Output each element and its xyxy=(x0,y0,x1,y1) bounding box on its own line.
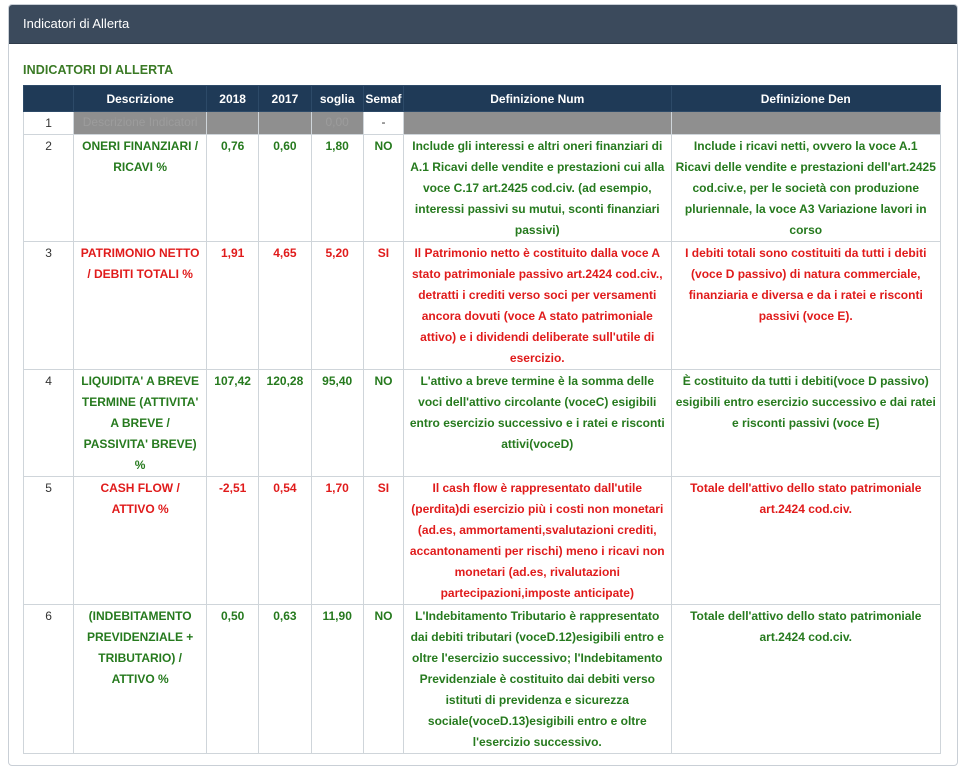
row-descrizione: PATRIMONIO NETTO / DEBITI TOTALI % xyxy=(74,242,207,370)
row-value-2017: 0,60 xyxy=(259,135,311,242)
table-row[interactable] xyxy=(24,370,941,477)
indicators-panel xyxy=(8,4,958,766)
table-row[interactable] xyxy=(24,605,941,754)
row-number: 2 xyxy=(24,135,74,242)
row-value-2018: 0,50 xyxy=(206,605,258,754)
col-header-index xyxy=(24,86,74,112)
row-number: 6 xyxy=(24,605,74,754)
col-header-descrizione[interactable]: Descrizione xyxy=(74,86,207,112)
row-value-2017: 120,28 xyxy=(259,370,311,477)
row-descrizione: Descrizione Indicatori xyxy=(74,112,207,135)
row-descrizione: CASH FLOW / ATTIVO % xyxy=(74,477,207,605)
row-def-num: Il cash flow è rappresentato dall'utile (perdita)di esercizio più i costi non monetari (ad.es, ammortamenti,svalutazioni crediti, accantonamenti per rischi) meno i ricavi non monetari (ad.es, rivalutazioni partecipazioni,imposte anticipate) xyxy=(404,477,671,605)
row-value-2017: 0,54 xyxy=(259,477,311,605)
row-value-2017: 4,65 xyxy=(259,242,311,370)
col-header-soglia[interactable]: soglia xyxy=(311,86,363,112)
row-def-num: L'Indebitamento Tributario è rappresentato dai debiti tributari (voceD.12)esigibili entro e oltre l'esercizio successivo; l'Indebitamento Previdenziale è costituito dai debiti verso istituti di previdenza e sicurezza sociale(voceD.13)esigibili entro e oltre l'esercizio successivo. xyxy=(404,605,671,754)
col-header-2018[interactable]: 2018 xyxy=(206,86,258,112)
table-row-placeholder xyxy=(24,112,941,135)
table-row[interactable] xyxy=(24,135,941,242)
row-soglia: 11,90 xyxy=(311,605,363,754)
row-soglia: 95,40 xyxy=(311,370,363,477)
row-value-2018: 107,42 xyxy=(206,370,258,477)
row-def-num: Il Patrimonio netto è costituito dalla voce A stato patrimoniale passivo art.2424 cod.civ., detratti i crediti verso soci per versamenti ancora dovuti (voce A stato patrimoniale attivo) e i dividendi deliberate sull'utile di esercizio. xyxy=(404,242,671,370)
col-header-definizione-num[interactable]: Definizione Num xyxy=(404,86,671,112)
row-soglia: 0,00 xyxy=(311,112,363,135)
row-semaforo: NO xyxy=(363,135,403,242)
col-header-2017[interactable]: 2017 xyxy=(259,86,311,112)
row-value-2017: 0,63 xyxy=(259,605,311,754)
table-row[interactable] xyxy=(24,477,941,605)
row-def-den: È costituito da tutti i debiti(voce D passivo) esigibili entro esercizio successivo e dai ratei e risconti passivi (voce E) xyxy=(671,370,941,477)
indicators-table xyxy=(23,85,941,754)
row-def-den: I debiti totali sono costituiti da tutti i debiti (voce D passivo) di natura commerciale, finanziaria e diversa e da i ratei e risconti passivi (voce E). xyxy=(671,242,941,370)
row-soglia: 1,80 xyxy=(311,135,363,242)
row-value-2018: -2,51 xyxy=(206,477,258,605)
row-semaforo: - xyxy=(363,112,403,135)
row-def-den: Totale dell'attivo dello stato patrimoniale art.2424 cod.civ. xyxy=(671,605,941,754)
row-soglia: 5,20 xyxy=(311,242,363,370)
row-def-num: L'attivo a breve termine è la somma delle voci dell'attivo circolante (voceC) esigibili entro esercizio successivo e i ratei e risconti attivi(voceD) xyxy=(404,370,671,477)
row-semaforo: NO xyxy=(363,370,403,477)
row-def-den: Totale dell'attivo dello stato patrimoniale art.2424 cod.civ. xyxy=(671,477,941,605)
row-def-den xyxy=(671,112,941,135)
row-number: 4 xyxy=(24,370,74,477)
row-semaforo: SI xyxy=(363,242,403,370)
row-descrizione: LIQUIDITA' A BREVE TERMINE (ATTIVITA' A BREVE / PASSIVITA' BREVE) % xyxy=(74,370,207,477)
section-title: INDICATORI DI ALLERTA xyxy=(23,63,174,77)
row-semaforo: SI xyxy=(363,477,403,605)
row-value-2018: 1,91 xyxy=(206,242,258,370)
row-value-2018: 0,76 xyxy=(206,135,258,242)
row-def-num: Include gli interessi e altri oneri finanziari di A.1 Ricavi delle vendite e prestazioni cui alla voce C.17 art.2425 cod.civ. (ad esempio, interessi passivi su mutui, sconti finanziari passivi) xyxy=(404,135,671,242)
row-semaforo: NO xyxy=(363,605,403,754)
panel-title: Indicatori di Allerta xyxy=(9,5,957,44)
row-descrizione: (INDEBITAMENTO PREVIDENZIALE + TRIBUTARIO) / ATTIVO % xyxy=(74,605,207,754)
table-header-row xyxy=(24,86,941,112)
row-value-2018 xyxy=(206,112,258,135)
row-number: 5 xyxy=(24,477,74,605)
row-def-num xyxy=(404,112,671,135)
row-descrizione: ONERI FINANZIARI / RICAVI % xyxy=(74,135,207,242)
row-soglia: 1,70 xyxy=(311,477,363,605)
table-row[interactable] xyxy=(24,242,941,370)
row-value-2017 xyxy=(259,112,311,135)
row-number: 1 xyxy=(24,112,74,135)
row-number: 3 xyxy=(24,242,74,370)
col-header-definizione-den[interactable]: Definizione Den xyxy=(671,86,941,112)
col-header-semaforo[interactable]: Semaf xyxy=(363,86,403,112)
row-def-den: Include i ricavi netti, ovvero la voce A.1 Ricavi delle vendite e prestazioni dell'art.2425 cod.civ.e, per le società con produzione pluriennale, la voce A3 Variazione lavori in corso xyxy=(671,135,941,242)
